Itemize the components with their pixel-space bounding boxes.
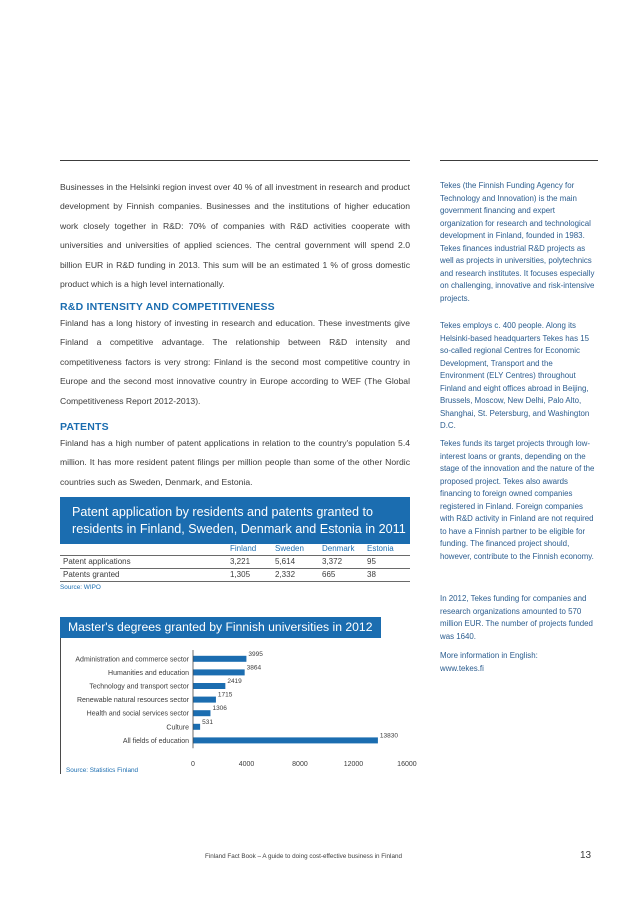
main-top-rule: [60, 160, 410, 161]
bar-value-label: 2419: [227, 678, 242, 685]
x-tick-label: 16000: [397, 761, 417, 769]
sidebar-top-rule: [440, 160, 598, 161]
bar-value-label: 3995: [248, 650, 263, 658]
sidebar-paragraph-3: Tekes funds its target projects through low-interest loans or grants, depending on the stage of the innovation and the nature of the proposed project. Tekes also awards financing to foreign owned companies registered in Finland. Foreign companies with R&D activity in Finland are not required to have a Finnish partner to be eligible for funding. The financed project should, however, contribute to the Finnish economy.: [440, 439, 595, 561]
category-label: Renewable natural resources sector: [76, 697, 189, 705]
bar: [193, 697, 216, 703]
col-sweden: Sweden: [275, 544, 304, 553]
sidebar-paragraph-2: Tekes employs c. 400 people. Along its Helsinki-based headquarters Tekes has 15 so-called regional Centres for Economic Development, Transport and the Environment (ELY Centres) throughout Finland and eight offices abroad in Beijing, Brussels, Moscow, New Delhi, Palo Alto, Shanghai, St. Petersburg, and Washington D.C.: [440, 321, 590, 430]
bar: [193, 656, 246, 662]
bar-value-label: 13830: [379, 732, 398, 740]
chart-source: Source: Statistics Finland: [66, 767, 139, 774]
category-label: Health and social services sector: [86, 710, 189, 718]
rd-paragraph: Finland has a long history of investing in research and education. These investments give Finland a competitive advantage. The relationship between R&D intensity and competitiveness factors is very strong: Finland is the second most competitive country in Europe and the second most innovative country in Europe according to WEF (The Global Competitiveness Report 2012-2013).: [60, 318, 410, 406]
patent-table-title: Patent application by residents and patents granted to residents in Finland, Sweden, Denmark and Estonia in 2011: [60, 497, 410, 544]
table-row: [60, 556, 410, 569]
cell: 5,614: [275, 557, 296, 566]
bar-value-label: 3864: [246, 664, 262, 672]
intro-paragraph: Businesses in the Helsinki region invest over 40 % of all investment in research and product development by Finnish companies. Businesses and the institutions of higher education work closely together in R&D: 70% of companies with R&D activities cooperate with universities and universities of applied sciences. The central government will spend 2.0 billion EUR in R&D funding in 2013. This sum will be an estimated 1 % of gross domestic product which is a high level internationally.: [60, 182, 410, 290]
table-row: [60, 569, 410, 582]
x-tick-label: 4000: [238, 761, 255, 769]
x-tick-label: 12000: [343, 761, 364, 769]
cell: 38: [367, 570, 376, 579]
category-label: Administration and commerce sector: [75, 656, 189, 664]
col-estonia: Estonia: [367, 544, 394, 553]
x-tick-label: 8000: [292, 761, 308, 769]
patents-heading: PATENTS: [60, 421, 109, 433]
patent-table: [60, 543, 410, 582]
bar-value-label: 1715: [217, 691, 233, 699]
cell: 1,305: [230, 570, 251, 579]
category-label: Technology and transport sector: [89, 683, 189, 691]
x-tick-label: 0: [191, 761, 195, 769]
degrees-bar-chart: [60, 648, 417, 778]
cell: 665: [322, 570, 336, 579]
cell: 3,221: [230, 557, 251, 566]
bar: [193, 724, 200, 730]
sidebar-paragraph-4: In 2012, Tekes funding for companies and research organizations amounted to 570 million EUR. The number of projects funded was 1640.: [440, 594, 593, 641]
row-label: Patents granted: [63, 570, 120, 579]
cell: 3,372: [322, 557, 343, 566]
bar: [193, 710, 210, 716]
category-label: All fields of education: [122, 737, 189, 745]
row-label: Patent applications: [63, 557, 131, 566]
category-label: Culture: [166, 724, 189, 732]
page-number: 13: [580, 850, 592, 861]
sidebar-paragraph-1: Tekes (the Finnish Funding Agency for Technology and Innovation) is the main government financing and expert organization for research and technological development in Finland, founded in 1983. Tekes finances industrial R&D projects as well as projects in universities, polytechnics and research institutes. It focuses especially on challenging, innovative and risk-intensive projects.: [440, 181, 595, 303]
col-denmark: Denmark: [322, 544, 355, 553]
bar: [193, 737, 378, 743]
chart-title: Master's degrees granted by Finnish universities in 2012: [60, 617, 381, 638]
cell: 2,332: [275, 570, 296, 579]
col-finland: Finland: [230, 544, 257, 553]
cell: 95: [367, 557, 376, 566]
table-header-row: [60, 543, 410, 556]
rd-heading: R&D INTENSITY AND COMPETITIVENESS: [60, 301, 275, 313]
bar-value-label: 1306: [212, 705, 227, 713]
bar-value-label: 531: [202, 718, 213, 726]
category-label: Humanities and education: [108, 669, 189, 677]
bar: [193, 669, 245, 675]
bar: [193, 683, 225, 689]
patents-paragraph: Finland has a high number of patent applications in relation to the country's population 5.4 million. It has more resident patent filings per million people than some of the other Nordic countries such as Sweden, Denmark, and Estonia.: [60, 438, 410, 487]
sidebar-paragraph-5: More information in English: www.tekes.fi: [440, 651, 538, 673]
patent-table-source: Source: WIPO: [60, 584, 101, 591]
footer-text: Finland Fact Book – A guide to doing cost-effective business in Finland: [205, 853, 402, 860]
